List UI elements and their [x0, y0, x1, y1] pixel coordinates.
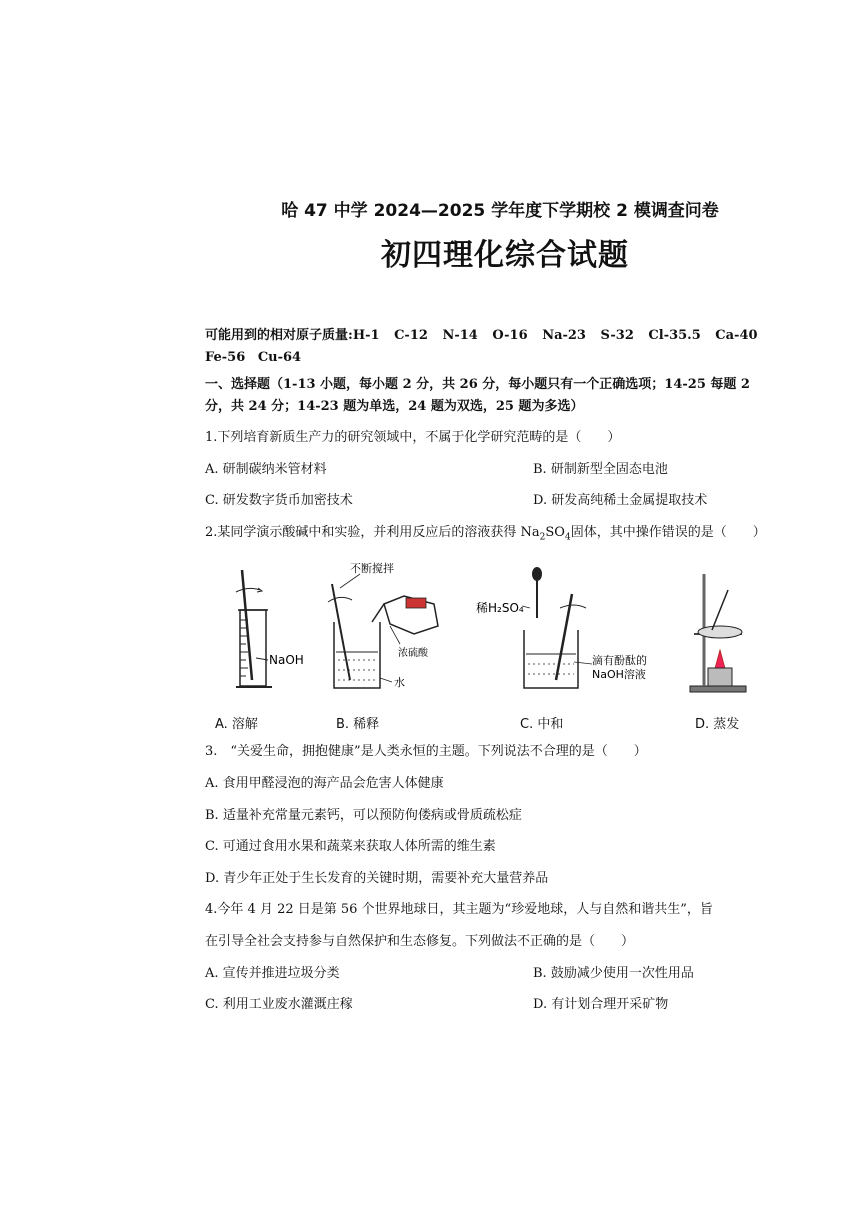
- q2-stem-sub2: 4: [564, 532, 571, 543]
- q1-option-b: B. 研制新型全固态电池: [533, 462, 668, 477]
- school-header: 哈 47 中学 2024—2025 学年度下学期校 2 模调查问卷: [281, 201, 719, 221]
- q4-option-c: C. 利用工业废水灌溉庄稼: [205, 997, 353, 1012]
- q2-stem-prefix: 2.某同学演示酸碱中和实验，并利用反应后的溶液获得 Na: [205, 525, 540, 540]
- q4-option-d: D. 有计划合理开采矿物: [533, 997, 669, 1012]
- q2-stem-mid: SO: [545, 525, 565, 540]
- caption-b: B. 稀释: [336, 717, 380, 732]
- q1-stem: 1.下列培育新质生产力的研究领域中，不属于化学研究范畴的是（ ）: [205, 430, 621, 445]
- caption-c: C. 中和: [520, 717, 564, 732]
- mass-item: Na-23: [542, 328, 586, 343]
- q4-option-a: A. 宣传并推进垃圾分类: [205, 966, 340, 981]
- mass-item: Cl-35.5: [648, 328, 701, 343]
- atomic-masses-label: 可能用到的相对原子质量:: [205, 328, 353, 343]
- label-phenol: 滴有酚酞的: [592, 654, 647, 667]
- label-conc-acid: 浓硫酸: [398, 648, 428, 659]
- caption-d: D. 蒸发: [695, 717, 740, 732]
- q4-stem-line2: 在引导全社会支持参与自然保护和生态修复。下列做法不正确的是（ ）: [205, 934, 635, 949]
- q4-stem-line1: 4.今年 4 月 22 日是第 56 个世界地球日，其主题为“珍爱地球，人与自然和谐共生”，旨: [205, 902, 713, 917]
- label-stir: 不断搅拌: [350, 562, 394, 575]
- label-naoh-solution: NaOH溶液: [592, 668, 646, 681]
- q1-option-c: C. 研发数字货币加密技术: [205, 493, 353, 508]
- label-dilute-acid: 稀H₂SO₄: [476, 601, 524, 615]
- q2-apparatus-figure: [200, 560, 770, 700]
- q1-option-a: A. 研制碳纳米管材料: [205, 462, 327, 477]
- q3-option-b: B. 适量补充常量元素钙，可以预防佝偻病或骨质疏松症: [205, 808, 522, 823]
- section-heading: 一、选择题（1-13 小题，每小题 2 分，共 26 分，每小题只有一个正确选项；14-25 每题 2 分，共 24 分；14-23 题为单选，24 题为双选，25 题为多选）: [205, 377, 750, 414]
- q2-stem-sub1: 2: [539, 532, 546, 543]
- q2-stem: [205, 521, 766, 543]
- label-naoh: NaOH: [269, 653, 304, 667]
- figure-a-cylinder: [236, 570, 272, 687]
- mass-item: O-16: [492, 328, 528, 343]
- q4-option-b: B. 鼓励减少使用一次性用品: [533, 966, 694, 981]
- mass-item: Cu-64: [257, 350, 302, 365]
- atomic-masses-line2: [205, 350, 309, 365]
- q3-option-c: C. 可通过食用水果和蔬菜来获取人体所需的维生素: [205, 839, 496, 854]
- atomic-masses-line1: [205, 324, 768, 343]
- mass-item: C-12: [394, 328, 428, 343]
- q3-option-a: A. 食用甲醛浸泡的海产品会危害人体健康: [205, 776, 444, 791]
- caption-a: A. 溶解: [215, 717, 258, 732]
- q3-stem: 3. “关爱生命，拥抱健康”是人类永恒的主题。下列说法不合理的是（ ）: [205, 744, 647, 759]
- figure-c-neutralization: [522, 567, 592, 688]
- figure-d-evaporation: [690, 574, 746, 692]
- mass-item: H-1: [352, 328, 380, 343]
- q2-stem-suffix: 固体，其中操作错误的是（ ）: [570, 525, 766, 540]
- mass-item: Ca-40: [715, 328, 758, 343]
- figure-b-dilution: [328, 574, 438, 688]
- mass-item: N-14: [442, 328, 478, 343]
- q1-option-d: D. 研发高纯稀土金属提取技术: [533, 493, 708, 508]
- paper-title: 初四理化综合试题: [381, 238, 629, 273]
- q3-option-d: D. 青少年正处于生长发育的关键时期，需要补充大量营养品: [205, 871, 549, 886]
- mass-item: S-32: [600, 328, 634, 343]
- mass-item: Fe-56: [205, 350, 246, 365]
- label-water: 水: [394, 676, 405, 689]
